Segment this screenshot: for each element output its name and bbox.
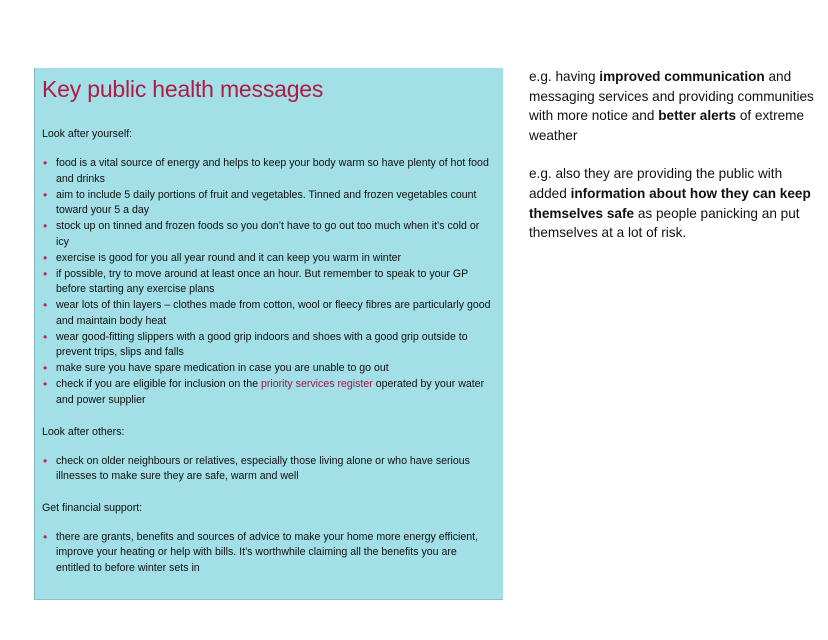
note-information <box>529 164 814 242</box>
bullet-list-look-after-yourself <box>42 156 493 409</box>
note-text: and messaging services and providing communities with more notice and <box>529 69 814 124</box>
note-text: e.g. also they are providing the public with added <box>529 166 783 201</box>
list-item: • there are grants, benefits and sources of advice to make your home more energy efficient, improve your heating or help with bills. It’s worthwhile claiming all the benefits you are entitled to before winter sets in <box>42 530 493 577</box>
slide-image-panel <box>34 68 503 600</box>
priority-services-register-link[interactable]: priority services register <box>260 378 373 391</box>
list-item: • exercise is good for you all year round and it can keep you warm in winter <box>42 251 493 267</box>
list-item: • check on older neighbours or relatives, especially those living alone or who have serious illnesses to make sure they are safe, warm and well <box>42 454 493 485</box>
section-heading-financial-support: Get financial support: <box>42 501 143 514</box>
note-text: of extreme weather <box>529 108 805 143</box>
list-item: • aim to include 5 daily portions of fruit and vegetables. Tinned and frozen vegetables count toward your 5 a day <box>42 188 493 219</box>
list-item: • wear lots of thin layers – clothes made from cotton, wool or fleecy fibres are particularly good and maintain body heat <box>42 298 493 329</box>
note-bold-text: information about how they can keep themselves safe <box>529 185 811 221</box>
bullet-list-look-after-others <box>42 454 493 485</box>
list-item-priority-register <box>42 377 493 408</box>
note-text: as people panicking an put themselves at a lot of risk. <box>529 205 800 241</box>
list-item-text: operated by your water and power supplier <box>56 378 485 407</box>
list-item: • stock up on tinned and frozen foods so you don’t have to go out too much when it’s cold or icy <box>42 219 493 250</box>
list-item: • if possible, try to move around at least once an hour. But remember to speak to your GP before starting any exercise plans <box>42 267 493 298</box>
section-heading-look-after-others: Look after others: <box>42 425 125 438</box>
list-item: • make sure you have spare medication in case you are unable to go out <box>42 361 493 377</box>
notes-column <box>529 67 814 262</box>
list-item: • food is a vital source of energy and helps to keep your body warm so have plenty of hot food and drinks <box>42 156 493 187</box>
note-communication <box>529 67 814 145</box>
note-bold-text: better alerts <box>658 108 737 124</box>
list-item: • wear good-fitting slippers with a good grip indoors and shoes with a good grip outside to prevent trips, slips and falls <box>42 330 493 361</box>
slide-title: Key public health messages <box>42 76 324 102</box>
list-item-text: check if you are eligible for inclusion on the <box>56 378 261 391</box>
note-bold-text: improved communication <box>599 69 765 84</box>
section-heading-look-after-yourself: Look after yourself: <box>42 128 133 140</box>
note-text: e.g. having <box>529 69 600 84</box>
bullet-list-financial-support <box>42 530 493 577</box>
